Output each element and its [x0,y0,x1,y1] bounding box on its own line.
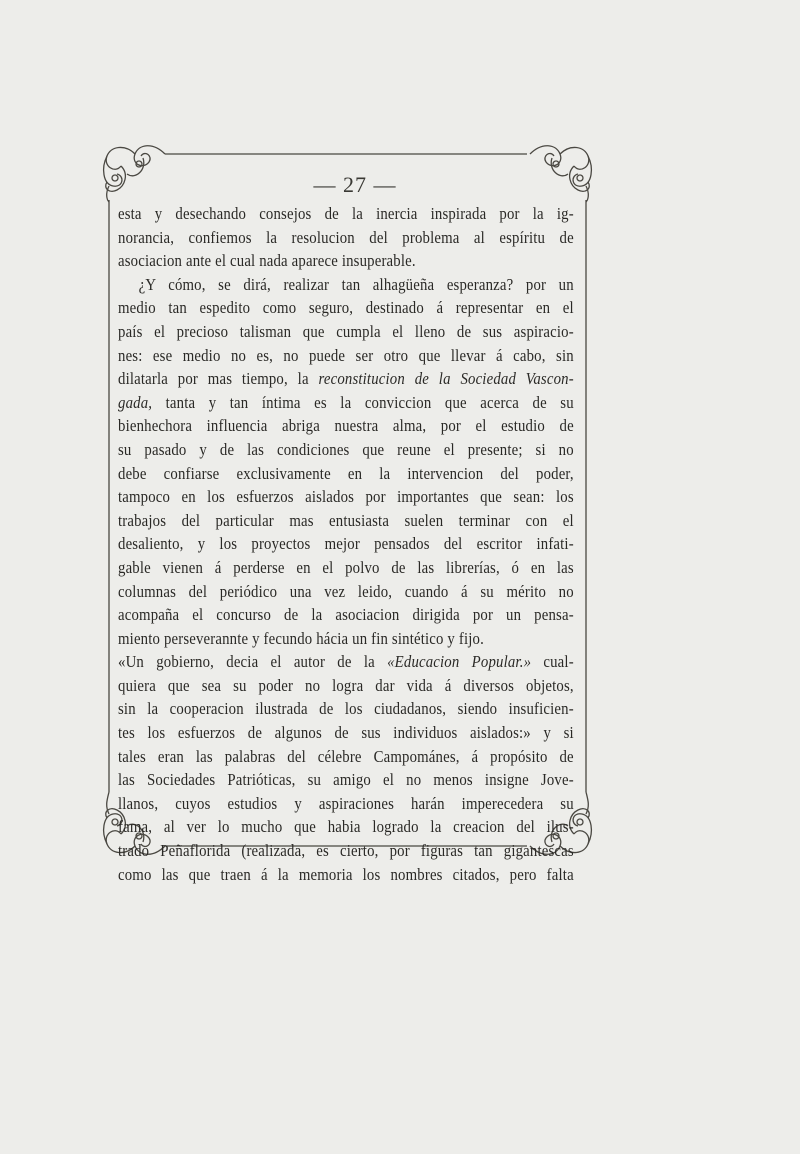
text-line: norancia, confiemos la resolucion del problema al espíritu de [118,227,574,247]
text-segment: dilatarla por mas tiempo, la [118,369,319,389]
text-line [118,367,574,391]
text-segment: tanta y tan íntima es la conviccion que acerca de su [152,392,574,412]
top-left-flourish-icon [104,146,165,202]
italic-title: reconstitucion de la Sociedad Vascon- [318,369,574,389]
text-line: desaliento, y los proyectos mejor pensados del escritor infati- [118,534,574,554]
text-line: debe confiarse exclusivamente en la intervencion del poder, [118,463,574,483]
page-number: — 27 — [313,172,397,197]
italic-title: gada, [118,392,153,412]
text-line: miento perseverannte y fecundo hácia un fin sintético y fijo. [118,628,484,648]
top-right-flourish-icon [530,146,591,202]
text-line: tampoco en los esfuerzos aislados por importantes que sean: los [118,487,574,507]
text-segment: «Un gobierno, decia el autor de la [118,652,388,672]
text-line: llanos, cuyos estudios y aspiraciones harán imperecedera su [118,793,574,813]
text-line: ¿Y cómo, se dirá, realizar tan alhagüeña esperanza? por un [138,274,574,294]
text-line: país el precioso talisman que cumpla el lleno de sus aspiracio- [118,321,574,341]
text-line: asociacion ante el cual nada aparece insuperable. [118,251,416,271]
text-line: medio tan espedito como seguro, destinado á representar en el [118,298,574,318]
text-line: tales eran las palabras del célebre Campománes, á propósito de [118,746,574,766]
text-line [118,650,574,674]
text-line: su pasado y de las condiciones que reune el presente; si no [118,439,574,459]
text-line: bienhechora influencia abriga nuestra alma, por el estudio de [118,416,574,436]
text-line: esta y desechando consejos de la inercia inspirada por la ig- [118,204,574,223]
text-segment: cual- [531,652,574,672]
text-line: trabajos del particular mas entusiasta suelen terminar con el [118,510,574,530]
italic-title: «Educacion Popular.» [387,652,532,672]
text-line: nes: ese medio no es, no puede ser otro que llevar á cabo, sin [118,345,574,365]
text-line: gable vienen á perderse en el polvo de las librerías, ó en las [118,557,574,577]
text-line: acompaña el concurso de la asociacion dirigida por un pensa- [118,605,574,625]
text-line: trado Peñaflorida (realizada, es cierto, por figuras tan gigantescas [118,841,574,861]
body-text [118,202,574,886]
text-line: columnas del periódico una vez leido, cuando á su mérito no [118,581,574,601]
text-line: tes los esfuerzos de algunos de sus individuos aislados:» y si [118,723,574,743]
text-line: las Sociedades Patrióticas, su amigo el no menos insigne Jove- [118,770,574,790]
text-line: sin la cooperacion ilustrada de los ciudadanos, siendo insuficien- [118,699,574,719]
text-line: fama, al ver lo mucho que habia logrado la creacion del ilus- [118,817,574,837]
text-line: quiera que sea su poder no logra dar vida á diversos objetos, [118,675,574,695]
text-line [118,391,574,415]
text-line: como las que traen á la memoria los nombres citados, pero falta [118,864,574,884]
